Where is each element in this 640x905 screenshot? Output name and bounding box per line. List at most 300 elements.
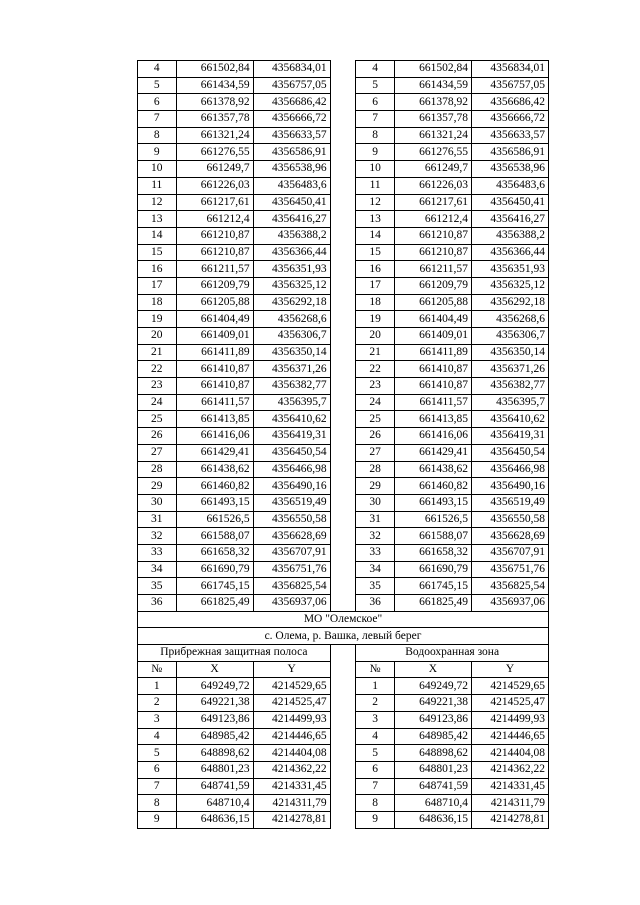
table-row [138, 394, 549, 411]
column-gap [330, 394, 356, 411]
right-x-coordinate: 649221,38 [394, 695, 471, 712]
left-x-coordinate: 661416,06 [176, 428, 253, 445]
left-point-number: 35 [138, 578, 177, 595]
table-row [138, 127, 549, 144]
left-y-coordinate: 4356410,62 [253, 411, 330, 428]
left-y-coordinate: 4356586,91 [253, 144, 330, 161]
right-point-number: 30 [356, 494, 395, 511]
left-y-coordinate: 4356757,05 [253, 77, 330, 94]
table-row [138, 411, 549, 428]
column-gap [330, 277, 356, 294]
left-y-coordinate: 4214499,93 [253, 711, 330, 728]
left-y-coordinate: 4356382,77 [253, 378, 330, 395]
right-y-coordinate: 4356450,41 [471, 194, 548, 211]
right-y-coordinate: 4356325,12 [471, 277, 548, 294]
left-x-coordinate: 648741,59 [176, 778, 253, 795]
left-point-number: 8 [138, 127, 177, 144]
right-point-number: 6 [356, 761, 395, 778]
column-gap [330, 745, 356, 762]
table-row [138, 561, 549, 578]
left-point-number: 25 [138, 411, 177, 428]
left-y-coordinate: 4356686,42 [253, 94, 330, 111]
left-x-header: X [176, 661, 253, 678]
column-gap [330, 661, 356, 678]
right-x-coordinate: 661825,49 [394, 595, 471, 612]
column-gap [330, 361, 356, 378]
right-y-coordinate: 4214311,79 [471, 795, 548, 812]
column-gap [330, 695, 356, 712]
right-y-coordinate: 4356416,27 [471, 211, 548, 228]
column-gap [330, 528, 356, 545]
right-point-number: 9 [356, 811, 395, 828]
left-x-coordinate: 648636,15 [176, 811, 253, 828]
table-row [138, 61, 549, 78]
section-title: МО "Олемское" [138, 611, 549, 628]
left-point-number: 2 [138, 695, 177, 712]
right-point-number: 18 [356, 294, 395, 311]
column-gap [330, 328, 356, 345]
right-x-coordinate: 661745,15 [394, 578, 471, 595]
left-point-number: 4 [138, 728, 177, 745]
right-point-number: 17 [356, 277, 395, 294]
table-row [138, 161, 549, 178]
left-point-number: 6 [138, 94, 177, 111]
right-point-number: 2 [356, 695, 395, 712]
left-point-number: 18 [138, 294, 177, 311]
right-point-number: 27 [356, 444, 395, 461]
table-row [138, 745, 549, 762]
zone-titles-row [138, 645, 549, 662]
right-point-number: 24 [356, 394, 395, 411]
right-point-number: 15 [356, 244, 395, 261]
right-x-coordinate: 661249,7 [394, 161, 471, 178]
column-gap [330, 244, 356, 261]
right-y-coordinate: 4356419,31 [471, 428, 548, 445]
right-y-coordinate: 4356450,54 [471, 444, 548, 461]
right-x-coordinate: 661658,32 [394, 544, 471, 561]
right-x-coordinate: 661226,03 [394, 177, 471, 194]
table-row [138, 528, 549, 545]
table-row [138, 294, 549, 311]
left-x-coordinate: 661409,01 [176, 328, 253, 345]
table-row [138, 328, 549, 345]
left-x-coordinate: 661745,15 [176, 578, 253, 595]
left-point-number: 23 [138, 378, 177, 395]
left-point-number: 36 [138, 595, 177, 612]
left-point-number: 5 [138, 745, 177, 762]
right-point-number: 33 [356, 544, 395, 561]
right-x-coordinate: 661357,78 [394, 111, 471, 128]
right-point-number: 7 [356, 778, 395, 795]
left-point-number: 3 [138, 711, 177, 728]
right-point-number: 13 [356, 211, 395, 228]
column-gap [330, 494, 356, 511]
left-y-coordinate: 4356350,14 [253, 344, 330, 361]
table-row [138, 144, 549, 161]
right-y-coordinate: 4356388,2 [471, 227, 548, 244]
table-row [138, 761, 549, 778]
right-point-number: 29 [356, 478, 395, 495]
left-x-coordinate: 649123,86 [176, 711, 253, 728]
left-x-coordinate: 661588,07 [176, 528, 253, 545]
left-y-coordinate: 4356395,7 [253, 394, 330, 411]
left-point-number: 29 [138, 478, 177, 495]
right-x-coordinate: 648801,23 [394, 761, 471, 778]
column-gap [330, 294, 356, 311]
coordinates-table [137, 60, 549, 829]
left-y-coordinate: 4356490,16 [253, 478, 330, 495]
right-x-coordinate: 661378,92 [394, 94, 471, 111]
right-point-number: 28 [356, 461, 395, 478]
left-y-coordinate: 4356825,54 [253, 578, 330, 595]
right-y-coordinate: 4356268,6 [471, 311, 548, 328]
right-point-number: 8 [356, 127, 395, 144]
left-point-number: 19 [138, 311, 177, 328]
column-gap [330, 344, 356, 361]
left-point-number: 27 [138, 444, 177, 461]
right-x-coordinate: 648710,4 [394, 795, 471, 812]
right-x-coordinate: 661411,57 [394, 394, 471, 411]
right-num-header: № [356, 661, 395, 678]
left-x-coordinate: 648710,4 [176, 795, 253, 812]
left-point-number: 20 [138, 328, 177, 345]
left-x-coordinate: 661404,49 [176, 311, 253, 328]
column-gap [330, 444, 356, 461]
right-point-number: 8 [356, 795, 395, 812]
table-row [138, 277, 549, 294]
left-x-coordinate: 661434,59 [176, 77, 253, 94]
left-y-coordinate: 4356628,69 [253, 528, 330, 545]
left-point-number: 34 [138, 561, 177, 578]
left-x-coordinate: 661460,82 [176, 478, 253, 495]
right-x-coordinate: 661321,24 [394, 127, 471, 144]
right-y-coordinate: 4356825,54 [471, 578, 548, 595]
table-row [138, 478, 549, 495]
left-y-coordinate: 4356466,98 [253, 461, 330, 478]
table-row [138, 378, 549, 395]
left-x-coordinate: 661378,92 [176, 94, 253, 111]
column-gap [330, 177, 356, 194]
column-gap [330, 711, 356, 728]
left-point-number: 12 [138, 194, 177, 211]
table-row [138, 261, 549, 278]
left-point-number: 21 [138, 344, 177, 361]
left-x-coordinate: 661321,24 [176, 127, 253, 144]
left-x-coordinate: 661205,88 [176, 294, 253, 311]
left-y-coordinate: 4214446,65 [253, 728, 330, 745]
left-y-coordinate: 4356633,57 [253, 127, 330, 144]
left-point-number: 33 [138, 544, 177, 561]
left-y-coordinate: 4356419,31 [253, 428, 330, 445]
right-point-number: 19 [356, 311, 395, 328]
right-x-coordinate: 661211,57 [394, 261, 471, 278]
right-y-coordinate: 4214331,45 [471, 778, 548, 795]
column-gap [330, 127, 356, 144]
left-y-coordinate: 4214278,81 [253, 811, 330, 828]
right-point-number: 4 [356, 728, 395, 745]
right-x-coordinate: 661410,87 [394, 361, 471, 378]
left-point-number: 28 [138, 461, 177, 478]
left-point-number: 7 [138, 111, 177, 128]
column-gap [330, 511, 356, 528]
right-x-coordinate: 661434,59 [394, 77, 471, 94]
left-x-coordinate: 661211,57 [176, 261, 253, 278]
right-y-coordinate: 4214446,65 [471, 728, 548, 745]
left-x-coordinate: 661249,7 [176, 161, 253, 178]
right-point-number: 22 [356, 361, 395, 378]
column-gap [330, 77, 356, 94]
left-y-coordinate: 4214404,08 [253, 745, 330, 762]
left-y-coordinate: 4356292,18 [253, 294, 330, 311]
column-gap [330, 61, 356, 78]
right-point-number: 32 [356, 528, 395, 545]
right-y-coordinate: 4356550,58 [471, 511, 548, 528]
left-point-number: 13 [138, 211, 177, 228]
table-row [138, 511, 549, 528]
left-x-coordinate: 649221,38 [176, 695, 253, 712]
right-point-number: 11 [356, 177, 395, 194]
column-gap [330, 111, 356, 128]
right-y-coordinate: 4356306,7 [471, 328, 548, 345]
right-x-coordinate: 661588,07 [394, 528, 471, 545]
left-y-coordinate: 4356325,12 [253, 277, 330, 294]
left-x-coordinate: 661411,89 [176, 344, 253, 361]
column-gap [330, 561, 356, 578]
column-headers-row [138, 661, 549, 678]
left-x-coordinate: 661410,87 [176, 378, 253, 395]
left-y-coordinate: 4356937,06 [253, 595, 330, 612]
right-x-coordinate: 661526,5 [394, 511, 471, 528]
left-point-number: 26 [138, 428, 177, 445]
right-x-coordinate: 661438,62 [394, 461, 471, 478]
right-x-coordinate: 661217,61 [394, 194, 471, 211]
left-x-coordinate: 661502,84 [176, 61, 253, 78]
column-gap [330, 227, 356, 244]
right-y-coordinate: 4214529,65 [471, 678, 548, 695]
left-point-number: 1 [138, 678, 177, 695]
column-gap [330, 728, 356, 745]
top-rows-body [138, 61, 549, 612]
right-y-coordinate: 4356350,14 [471, 344, 548, 361]
left-y-coordinate: 4356666,72 [253, 111, 330, 128]
left-x-coordinate: 661526,5 [176, 511, 253, 528]
right-x-header: X [394, 661, 471, 678]
table-row [138, 461, 549, 478]
right-point-number: 5 [356, 745, 395, 762]
table-row [138, 695, 549, 712]
left-x-coordinate: 661357,78 [176, 111, 253, 128]
column-gap [330, 311, 356, 328]
table-row [138, 211, 549, 228]
left-y-coordinate: 4356416,27 [253, 211, 330, 228]
left-point-number: 8 [138, 795, 177, 812]
right-point-number: 5 [356, 77, 395, 94]
table-row [138, 177, 549, 194]
table-row [138, 227, 549, 244]
right-x-coordinate: 661210,87 [394, 227, 471, 244]
left-point-number: 22 [138, 361, 177, 378]
column-gap [330, 578, 356, 595]
right-y-coordinate: 4214278,81 [471, 811, 548, 828]
table-row [138, 344, 549, 361]
right-x-coordinate: 648898,62 [394, 745, 471, 762]
left-x-coordinate: 661411,57 [176, 394, 253, 411]
right-x-coordinate: 661209,79 [394, 277, 471, 294]
left-x-coordinate: 661276,55 [176, 144, 253, 161]
left-x-coordinate: 649249,72 [176, 678, 253, 695]
column-gap [330, 645, 356, 662]
right-point-number: 14 [356, 227, 395, 244]
column-gap [330, 261, 356, 278]
left-x-coordinate: 661690,79 [176, 561, 253, 578]
table-row [138, 678, 549, 695]
left-x-coordinate: 661410,87 [176, 361, 253, 378]
left-x-coordinate: 648985,42 [176, 728, 253, 745]
right-y-coordinate: 4356410,62 [471, 411, 548, 428]
section-header-body [138, 611, 549, 678]
left-x-coordinate: 661217,61 [176, 194, 253, 211]
subsection-title-row [138, 628, 549, 645]
column-gap [330, 761, 356, 778]
right-zone-title: Водоохранная зона [356, 645, 549, 662]
column-gap [330, 478, 356, 495]
right-x-coordinate: 649249,72 [394, 678, 471, 695]
right-y-coordinate: 4356707,91 [471, 544, 548, 561]
right-y-coordinate: 4356519,49 [471, 494, 548, 511]
table-row [138, 111, 549, 128]
bottom-rows-body [138, 678, 549, 828]
right-x-coordinate: 661502,84 [394, 61, 471, 78]
table-row [138, 94, 549, 111]
right-point-number: 25 [356, 411, 395, 428]
right-point-number: 20 [356, 328, 395, 345]
table-row [138, 578, 549, 595]
right-point-number: 6 [356, 94, 395, 111]
right-y-coordinate: 4356751,76 [471, 561, 548, 578]
column-gap [330, 161, 356, 178]
right-x-coordinate: 661416,06 [394, 428, 471, 445]
right-y-coordinate: 4356466,98 [471, 461, 548, 478]
left-y-coordinate: 4214311,79 [253, 795, 330, 812]
left-point-number: 31 [138, 511, 177, 528]
left-y-coordinate: 4356550,58 [253, 511, 330, 528]
left-y-coordinate: 4356371,26 [253, 361, 330, 378]
column-gap [330, 428, 356, 445]
right-y-coordinate: 4356490,16 [471, 478, 548, 495]
table-row [138, 544, 549, 561]
left-y-coordinate: 4214525,47 [253, 695, 330, 712]
right-y-coordinate: 4356351,93 [471, 261, 548, 278]
right-x-coordinate: 649123,86 [394, 711, 471, 728]
left-point-number: 11 [138, 177, 177, 194]
right-x-coordinate: 661429,41 [394, 444, 471, 461]
left-point-number: 4 [138, 61, 177, 78]
right-y-coordinate: 4356834,01 [471, 61, 548, 78]
right-point-number: 21 [356, 344, 395, 361]
right-point-number: 4 [356, 61, 395, 78]
right-y-coordinate: 4356666,72 [471, 111, 548, 128]
column-gap [330, 778, 356, 795]
right-y-coordinate: 4356395,7 [471, 394, 548, 411]
right-y-coordinate: 4356937,06 [471, 595, 548, 612]
right-x-coordinate: 648636,15 [394, 811, 471, 828]
column-gap [330, 544, 356, 561]
left-y-coordinate: 4214331,45 [253, 778, 330, 795]
right-x-coordinate: 661413,85 [394, 411, 471, 428]
right-point-number: 7 [356, 111, 395, 128]
right-x-coordinate: 661411,89 [394, 344, 471, 361]
left-x-coordinate: 661493,15 [176, 494, 253, 511]
table-row [138, 778, 549, 795]
left-point-number: 30 [138, 494, 177, 511]
right-x-coordinate: 661409,01 [394, 328, 471, 345]
right-y-coordinate: 4356686,42 [471, 94, 548, 111]
left-y-header: Y [253, 661, 330, 678]
right-y-coordinate: 4356382,77 [471, 378, 548, 395]
column-gap [330, 461, 356, 478]
left-x-coordinate: 661226,03 [176, 177, 253, 194]
left-y-coordinate: 4356450,54 [253, 444, 330, 461]
left-point-number: 32 [138, 528, 177, 545]
table-row [138, 194, 549, 211]
left-y-coordinate: 4356351,93 [253, 261, 330, 278]
column-gap [330, 144, 356, 161]
left-x-coordinate: 661658,32 [176, 544, 253, 561]
right-y-coordinate: 4356371,26 [471, 361, 548, 378]
left-y-coordinate: 4356366,44 [253, 244, 330, 261]
right-x-coordinate: 661205,88 [394, 294, 471, 311]
column-gap [330, 795, 356, 812]
right-y-coordinate: 4356757,05 [471, 77, 548, 94]
left-y-coordinate: 4356388,2 [253, 227, 330, 244]
right-point-number: 23 [356, 378, 395, 395]
right-point-number: 36 [356, 595, 395, 612]
right-x-coordinate: 661210,87 [394, 244, 471, 261]
right-y-coordinate: 4356538,96 [471, 161, 548, 178]
right-point-number: 16 [356, 261, 395, 278]
left-point-number: 7 [138, 778, 177, 795]
right-y-coordinate: 4214362,22 [471, 761, 548, 778]
right-point-number: 1 [356, 678, 395, 695]
column-gap [330, 595, 356, 612]
left-x-coordinate: 661825,49 [176, 595, 253, 612]
column-gap [330, 94, 356, 111]
right-point-number: 31 [356, 511, 395, 528]
left-x-coordinate: 661210,87 [176, 244, 253, 261]
right-x-coordinate: 661690,79 [394, 561, 471, 578]
column-gap [330, 194, 356, 211]
left-y-coordinate: 4356538,96 [253, 161, 330, 178]
right-y-coordinate: 4356483,6 [471, 177, 548, 194]
table-row [138, 795, 549, 812]
right-x-coordinate: 661276,55 [394, 144, 471, 161]
left-y-coordinate: 4356450,41 [253, 194, 330, 211]
left-point-number: 6 [138, 761, 177, 778]
left-x-coordinate: 648898,62 [176, 745, 253, 762]
right-point-number: 34 [356, 561, 395, 578]
table-row [138, 494, 549, 511]
right-y-coordinate: 4214404,08 [471, 745, 548, 762]
table-row [138, 77, 549, 94]
right-x-coordinate: 661404,49 [394, 311, 471, 328]
left-y-coordinate: 4356483,6 [253, 177, 330, 194]
right-x-coordinate: 661460,82 [394, 478, 471, 495]
right-point-number: 26 [356, 428, 395, 445]
left-point-number: 17 [138, 277, 177, 294]
right-x-coordinate: 648741,59 [394, 778, 471, 795]
left-point-number: 15 [138, 244, 177, 261]
right-point-number: 10 [356, 161, 395, 178]
